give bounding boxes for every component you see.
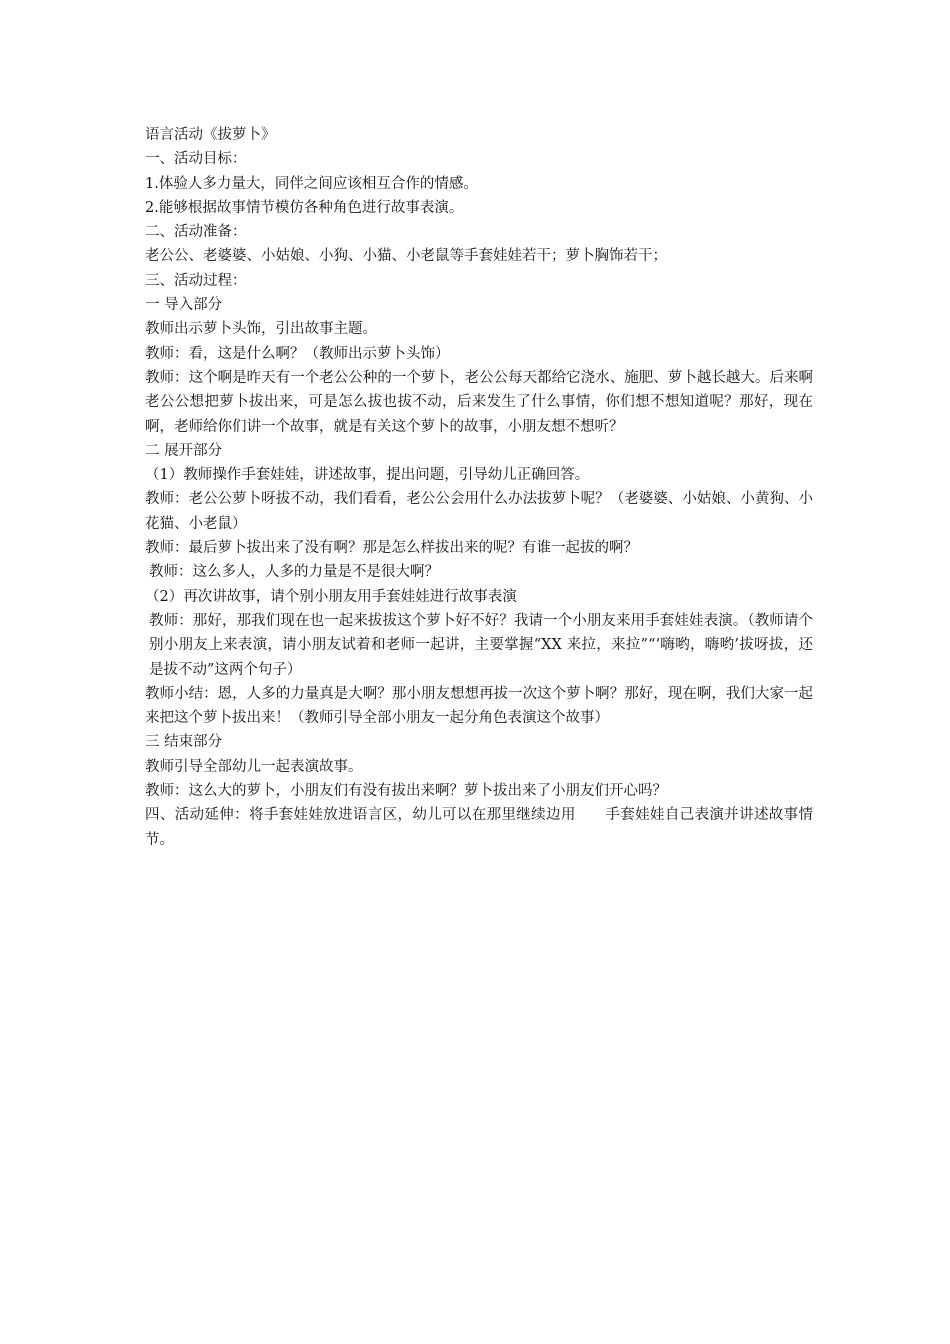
part1-line-1: 教师出示萝卜头饰，引出故事主题。 <box>145 321 377 338</box>
part2-line-2: 教师：最后萝卜拔出来了没有啊？那是怎么样拔出来的呢？有谁一起拔的啊？ <box>145 540 638 557</box>
goal-item-1: 1.体验人多力量大，同伴之间应该相互合作的情感。 <box>145 175 478 192</box>
prep-text: 老公公、老婆婆、小姑娘、小狗、小猫、小老鼠等手套娃娃若干；萝卜胸饰若干； <box>145 248 667 265</box>
part3-line-1: 教师引导全部幼儿一起表演故事。 <box>145 758 363 775</box>
part2-heading: 二 展开部分 <box>145 442 223 459</box>
document-title: 语言活动《拔萝卜》 <box>145 127 276 143</box>
part1-line-2: 教师：看，这是什么啊？（教师出示萝卜头饰） <box>145 345 450 362</box>
prep-heading: 二、活动准备： <box>145 224 247 241</box>
extension-paragraph: 四、活动延伸：将手套娃娃放进语言区，幼儿可以在那里继续边用 手套娃娃自己表演并讲述故事情节。 <box>145 807 813 848</box>
part2-line-3: 教师：这么多人，人多的力量是不是很大啊？ <box>149 564 439 581</box>
goals-heading: 一、活动目标： <box>145 151 247 168</box>
part2-step-1: （1）教师操作手套娃娃，讲述故事，提出问题，引导幼儿正确回答。 <box>145 467 590 484</box>
part1-heading: 一 导入部分 <box>145 297 223 314</box>
document-body <box>145 123 813 852</box>
part2-paragraph-3: 教师小结：恩，人多的力量真是大啊？那小朋友想想再拔一次这个萝卜啊？那好，现在啊，我们大家一起来把这个萝卜拔出来！（教师引导全部小朋友一起分角色表演这个故事） <box>145 685 813 727</box>
goal-item-2: 2.能够根据故事情节模仿各种角色进行故事表演。 <box>145 199 464 216</box>
part2-paragraph-2: 教师：那好，那我们现在也一起来拔拔这个萝卜好不好？我请一个小朋友来用手套娃娃表演。（教师请个别小朋友上来表演，请小朋友试着和老师一起讲，主要掌握“XX 来拉，来拉”“‘嗨哟，嗨哟’拔呀拔，还是拔不动”这两个句子） <box>149 612 813 678</box>
part2-paragraph-1: 教师：老公公萝卜呀拔不动，我们看看，老公公会用什么办法拔萝卜呢？（老婆婆、小姑娘、小黄狗、小花猫、小老鼠） <box>145 491 813 532</box>
part3-line-2: 教师：这么大的萝卜，小朋友们有没有拔出来啊？萝卜拔出来了小朋友们开心吗？ <box>145 783 667 800</box>
part2-step-2: （2）再次讲故事，请个别小朋友用手套娃娃进行故事表演 <box>145 588 517 605</box>
process-heading: 三、活动过程： <box>145 272 247 289</box>
part1-paragraph: 教师：这个啊是昨天有一个老公公种的一个萝卜，老公公每天都给它浇水、施肥、萝卜越长越大。后来啊老公公想把萝卜拔出来，可是怎么拔也拔不动，后来发生了什么事情，你们想不想知道呢？那好，现在啊，老师给你们讲一个故事，就是有关这个萝卜的故事，小朋友想不想听？ <box>145 369 813 435</box>
part3-heading: 三 结束部分 <box>145 734 223 751</box>
